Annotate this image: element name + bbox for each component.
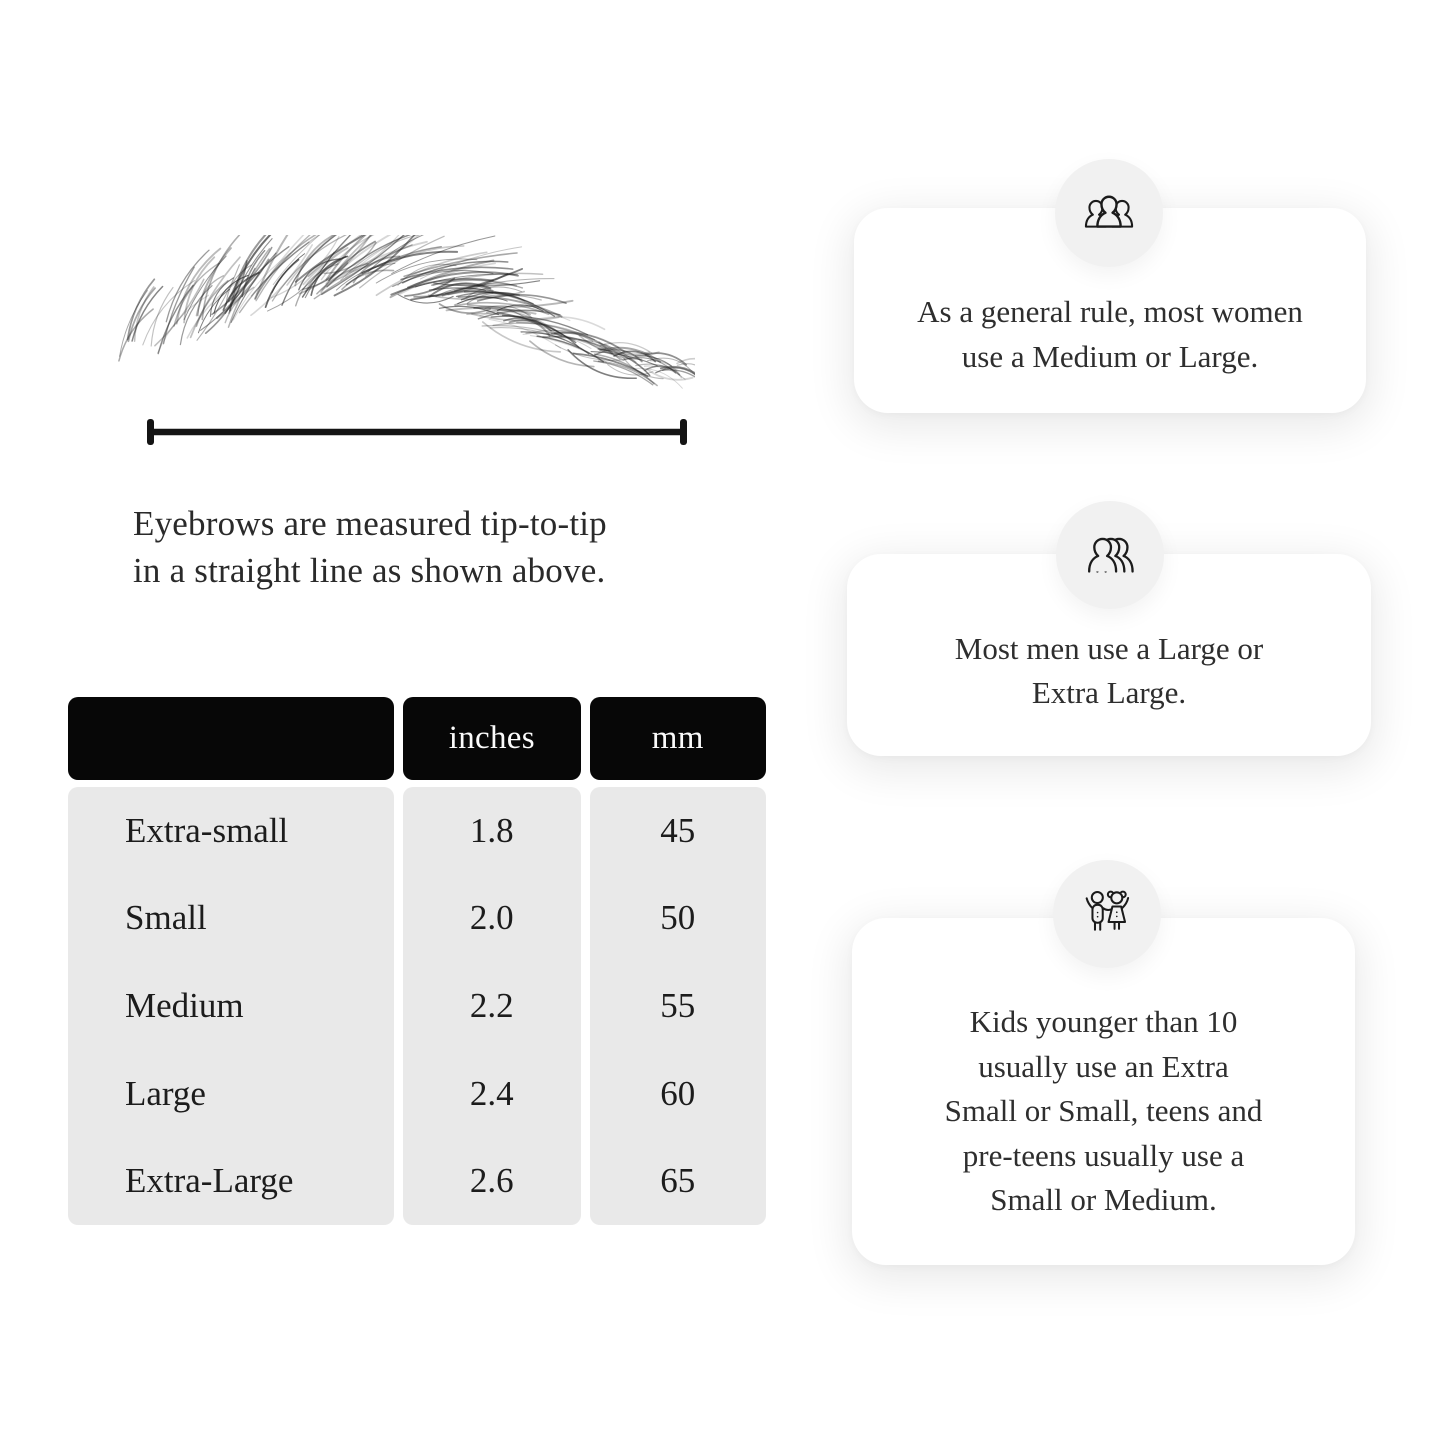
info-card-kids-text xyxy=(852,1000,1355,1223)
table-cell-size: Extra-small xyxy=(125,810,289,850)
card-text-line: Most men use a Large or xyxy=(954,630,1264,666)
table-cell-inches: 2.2 xyxy=(469,985,514,1025)
table-cell-mm: 45 xyxy=(660,810,696,850)
card-text-line: usually use an Extra xyxy=(978,1048,1229,1084)
table-cell-size: Medium xyxy=(125,985,244,1025)
card-text-line: Small or Medium. xyxy=(990,1182,1217,1218)
kids-icon xyxy=(1076,883,1138,945)
women-group-icon xyxy=(1078,182,1140,244)
eyebrow-illustration xyxy=(110,235,695,400)
men-icon-circle xyxy=(1056,501,1164,609)
card-text-line: Kids younger than 10 xyxy=(969,1004,1238,1040)
table-cell-inches: 2.0 xyxy=(469,898,514,938)
measurement-caption xyxy=(133,500,733,594)
caption-line-2: in a straight line as shown above. xyxy=(133,551,606,590)
info-card-women-text xyxy=(854,290,1366,379)
info-card-men-text xyxy=(847,627,1371,716)
table-cell-mm: 65 xyxy=(660,1161,696,1201)
kids-icon-circle xyxy=(1053,860,1161,968)
table-cell-size: Extra-Large xyxy=(125,1161,294,1201)
table-cell-inches: 2.6 xyxy=(469,1161,514,1201)
table-cell-size: Small xyxy=(125,898,207,938)
table-header-mm: mm xyxy=(590,697,766,780)
table-cell-inches: 1.8 xyxy=(469,810,514,850)
size-table-header xyxy=(68,697,766,780)
table-cell-mm: 60 xyxy=(660,1073,696,1113)
table-cell-mm: 50 xyxy=(660,898,696,938)
table-header-size xyxy=(68,697,394,780)
table-column-inches xyxy=(403,787,580,1225)
card-text-line: pre-teens usually use a xyxy=(962,1137,1245,1173)
men-group-icon xyxy=(1079,524,1141,586)
card-text-line: Small or Small, teens and xyxy=(944,1093,1263,1129)
table-column-size xyxy=(68,787,394,1225)
table-column-mm xyxy=(590,787,766,1225)
info-card-kids xyxy=(852,918,1355,1265)
caption-line-1: Eyebrows are measured tip-to-tip xyxy=(133,504,607,543)
card-text-line: use a Medium or Large. xyxy=(961,338,1259,374)
table-header-inches: inches xyxy=(403,697,580,780)
measurement-line xyxy=(145,419,689,445)
table-cell-inches: 2.4 xyxy=(469,1073,514,1113)
table-cell-mm: 55 xyxy=(660,985,696,1025)
table-cell-size: Large xyxy=(125,1073,206,1113)
card-text-line: As a general rule, most women xyxy=(917,294,1303,329)
size-table xyxy=(68,697,766,1225)
card-text-line: Extra Large. xyxy=(1031,675,1187,710)
size-table-body xyxy=(68,787,766,1225)
women-icon-circle xyxy=(1055,159,1163,267)
